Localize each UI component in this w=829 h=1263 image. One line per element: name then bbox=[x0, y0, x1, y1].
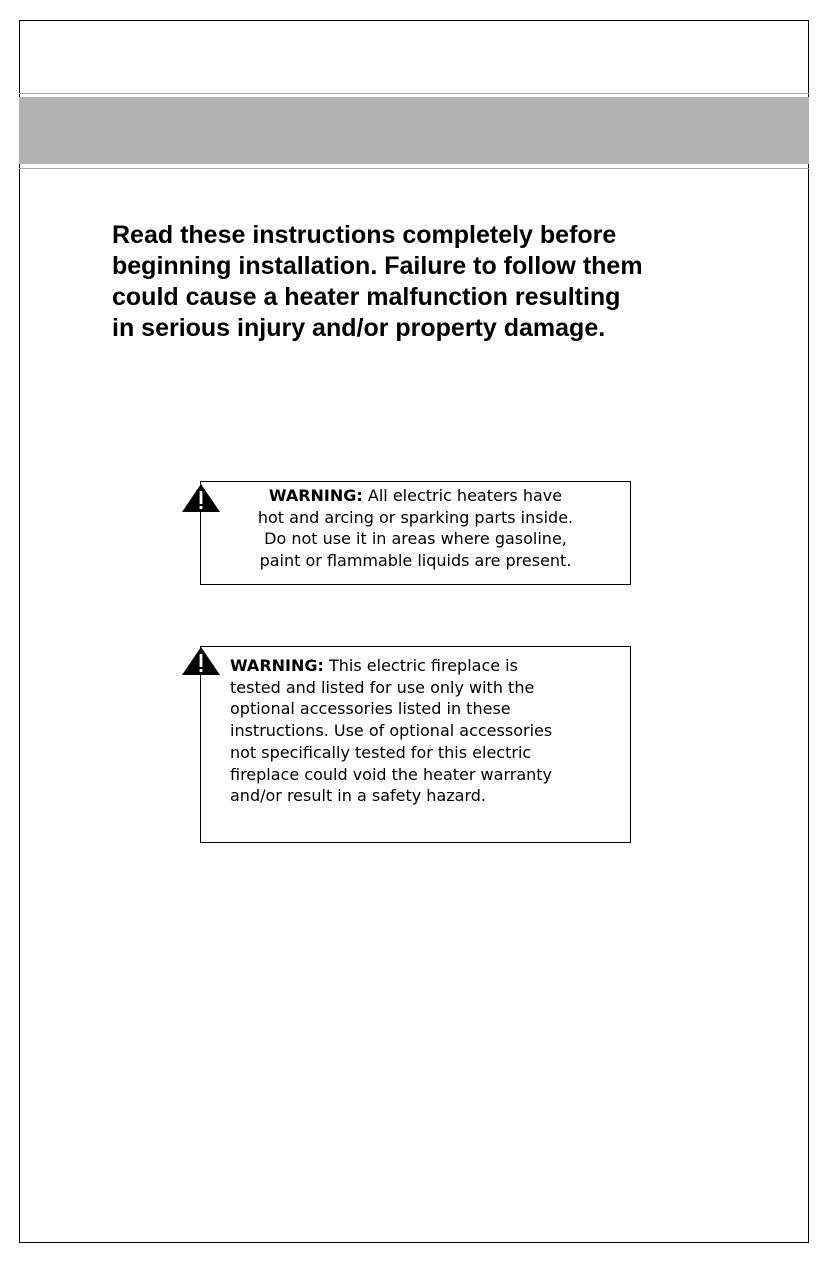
warning-line: paint or flammable liquids are present. bbox=[259, 551, 572, 571]
warning-line: tested and listed for use only with the bbox=[230, 677, 535, 697]
intro-line: could cause a heater malfunction resulting bbox=[112, 283, 621, 311]
intro-line: in serious injury and/or property damage. bbox=[112, 314, 606, 342]
warning-triangle-icon bbox=[181, 646, 221, 676]
top-rule bbox=[19, 93, 809, 94]
warning-triangle-icon bbox=[181, 483, 221, 513]
warning-first-line bbox=[201, 485, 630, 507]
header-band bbox=[19, 97, 809, 164]
bottom-rule bbox=[19, 168, 809, 169]
warning-box-heater bbox=[200, 481, 631, 585]
intro-line: beginning installation. Failure to follow them bbox=[112, 252, 643, 280]
warning-line: and/or result in a safety hazard. bbox=[230, 786, 486, 806]
warning-line: not specifically tested for this electric bbox=[230, 742, 532, 762]
warning-label: WARNING: bbox=[268, 486, 363, 505]
warning-line: instructions. Use of optional accessories bbox=[230, 721, 553, 741]
warning-box-accessories bbox=[200, 646, 631, 843]
warning-label: WARNING: bbox=[230, 656, 324, 675]
page-border bbox=[19, 20, 809, 1243]
intro-line: Read these instructions completely before bbox=[112, 221, 617, 249]
warning-text: All electric heaters have bbox=[367, 486, 563, 505]
warning-line: Do not use it in areas where gasoline, bbox=[264, 529, 567, 549]
warning-first-line bbox=[230, 655, 630, 677]
warning-line: hot and arcing or sparking parts inside. bbox=[257, 507, 574, 527]
warning-line: fireplace could void the heater warranty bbox=[230, 764, 553, 784]
intro-instructions bbox=[112, 220, 752, 344]
warning-text: This electric fireplace is bbox=[329, 656, 518, 675]
warning-line: optional accessories listed in these bbox=[230, 699, 511, 719]
